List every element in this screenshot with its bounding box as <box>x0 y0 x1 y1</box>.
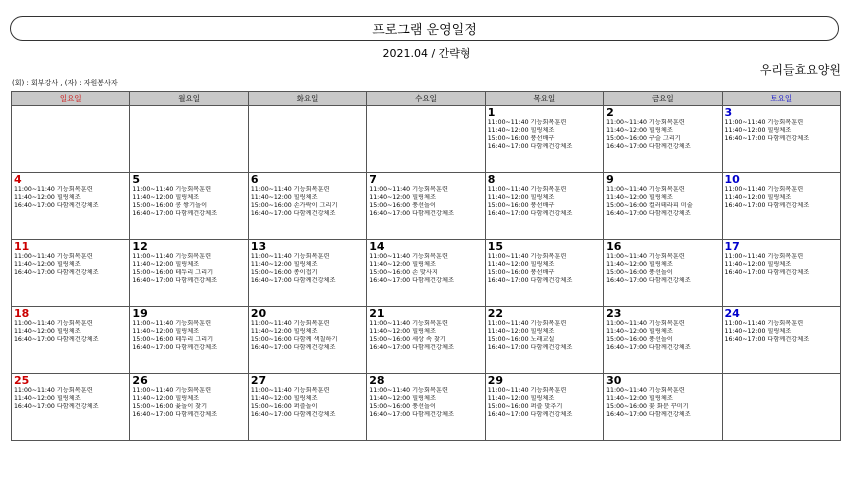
day-number: 13 <box>250 240 267 253</box>
schedule-entry: 16:40~17:00 다함께건강체조 <box>606 410 691 418</box>
calendar-day-cell <box>12 173 130 240</box>
page-title: 프로그램 운영일정 <box>372 23 477 38</box>
title-banner <box>10 16 839 41</box>
schedule-entry: 11:40~12:00 힐링체조 <box>250 260 318 268</box>
schedule-entry: 11:00~11:40 기능회복훈련 <box>132 186 212 193</box>
schedule-entry: 15:00~16:00 풍선놀이 <box>606 268 673 276</box>
day-number: 8 <box>487 173 496 186</box>
weekday-header-tuesday: 화요일 <box>248 92 366 106</box>
day-number: 12 <box>132 240 148 253</box>
schedule-entry: 11:40~12:00 힐링체조 <box>369 327 436 335</box>
schedule-entry: 16:40~17:00 다함께건강체조 <box>606 142 691 150</box>
schedule-entry: 11:40~12:00 힐링체조 <box>487 327 555 335</box>
schedule-entry: 11:40~12:00 힐링체조 <box>14 260 81 268</box>
calendar-day-cell <box>722 307 840 374</box>
calendar-day-cell <box>722 106 840 173</box>
schedule-entry: 16:40~17:00 다함께건강체조 <box>487 410 573 418</box>
calendar-week-row <box>12 240 841 307</box>
day-number: 9 <box>606 173 614 186</box>
schedule-entry: 16:40~17:00 다함께건강체조 <box>369 276 454 284</box>
calendar-day-cell <box>722 173 840 240</box>
page-subtitle: 2021.04 / 간략형 <box>382 47 471 60</box>
schedule-entry: 11:00~11:40 기능회복훈련 <box>250 253 330 260</box>
day-number: 23 <box>606 307 622 320</box>
schedule-entry: 11:40~12:00 힐링체조 <box>606 327 673 335</box>
schedule-entry: 11:00~11:40 기능회복훈련 <box>606 253 685 260</box>
calendar-day-cell <box>130 307 248 374</box>
schedule-entry: 11:00~11:40 기능회복훈련 <box>250 186 330 193</box>
schedule-entry: 11:00~11:40 기능회복훈련 <box>14 387 93 394</box>
schedule-entry: 11:00~11:40 기능회복훈련 <box>369 186 448 193</box>
schedule-entry: 15:00~16:00 꽃 화분 꾸미기 <box>606 402 689 410</box>
calendar-table <box>11 91 841 441</box>
schedule-entry: 11:40~12:00 힐링체조 <box>724 193 792 201</box>
schedule-entry: 11:00~11:40 기능회복훈련 <box>132 387 212 394</box>
schedule-entry: 15:00~16:00 풍선놀이 <box>369 402 436 410</box>
calendar-day-cell <box>604 374 722 441</box>
schedule-entry: 11:00~11:40 기능회복훈련 <box>487 320 567 327</box>
schedule-entry: 11:00~11:40 기능회복훈련 <box>606 320 685 327</box>
schedule-entry: 11:40~12:00 힐링체조 <box>487 394 555 402</box>
calendar-day-cell <box>367 173 485 240</box>
schedule-entry: 11:40~12:00 힐링체조 <box>724 126 792 134</box>
organization-name: 우리들효요양원 <box>759 63 841 77</box>
schedule-entry: 16:40~17:00 다함께건강체조 <box>14 201 99 209</box>
schedule-entry: 11:00~11:40 기능회복훈련 <box>487 387 567 394</box>
schedule-entry: 15:00~16:00 풍선배구 <box>487 134 555 142</box>
calendar-day-cell <box>722 374 840 441</box>
calendar-day-cell <box>604 240 722 307</box>
weekday-header-wednesday: 수요일 <box>367 92 485 106</box>
day-number: 4 <box>14 173 22 186</box>
day-number: 6 <box>250 173 259 186</box>
schedule-entry: 16:40~17:00 다함께건강체조 <box>369 209 454 217</box>
schedule-entry: 11:40~12:00 힐링체조 <box>14 394 81 402</box>
weekday-header-saturday: 토요일 <box>722 92 840 106</box>
schedule-entry: 15:00~16:00 세상 속 찾기 <box>369 335 446 343</box>
schedule-entry: 16:40~17:00 다함께건강체조 <box>724 201 810 209</box>
day-number: 30 <box>606 374 622 387</box>
schedule-entry: 16:40~17:00 다함께건강체조 <box>250 410 336 418</box>
schedule-entry: 11:40~12:00 힐링체조 <box>369 193 436 201</box>
schedule-entry: 11:00~11:40 기능회복훈련 <box>250 320 330 327</box>
schedule-entry: 16:40~17:00 다함께건강체조 <box>487 209 573 217</box>
schedule-entry: 16:40~17:00 다함께건강체조 <box>250 276 336 284</box>
schedule-entry: 15:00~16:00 테두리 그리기 <box>132 335 214 343</box>
calendar-day-cell <box>604 106 722 173</box>
schedule-entry: 16:40~17:00 다함께건강체조 <box>132 276 218 284</box>
schedule-entry: 11:00~11:40 기능회복훈련 <box>724 186 804 193</box>
schedule-entry: 15:00~16:00 풍선놀이 <box>606 335 673 343</box>
calendar-day-cell <box>130 173 248 240</box>
day-number: 5 <box>132 173 141 186</box>
schedule-entry: 11:40~12:00 힐링체조 <box>487 193 555 201</box>
calendar-day-cell <box>485 374 603 441</box>
schedule-entry: 11:00~11:40 기능회복훈련 <box>369 320 448 327</box>
schedule-entry: 11:00~11:40 기능회복훈련 <box>606 186 685 193</box>
calendar-day-cell <box>248 374 366 441</box>
schedule-entry: 16:40~17:00 다함께건강체조 <box>14 268 99 276</box>
calendar-day-cell <box>485 106 603 173</box>
day-number: 26 <box>132 374 148 387</box>
schedule-entry: 11:40~12:00 힐링체조 <box>250 193 318 201</box>
calendar-day-cell <box>485 173 603 240</box>
schedule-entry: 16:40~17:00 다함께건강체조 <box>606 209 691 217</box>
calendar-day-cell <box>248 173 366 240</box>
day-number: 25 <box>14 374 30 387</box>
day-number: 20 <box>250 307 267 320</box>
weekday-header-monday: 월요일 <box>130 92 248 106</box>
day-number: 21 <box>369 307 385 320</box>
calendar-day-cell <box>604 307 722 374</box>
schedule-entry: 11:40~12:00 힐링체조 <box>606 193 673 201</box>
schedule-entry: 15:00~16:00 콩 쌓기놀이 <box>132 201 208 209</box>
calendar-day-cell <box>130 106 248 173</box>
schedule-entry: 11:00~11:40 기능회복훈련 <box>369 253 448 260</box>
schedule-entry: 16:40~17:00 다함께건강체조 <box>487 276 573 284</box>
schedule-entry: 11:40~12:00 힐링체조 <box>250 327 318 335</box>
schedule-entry: 15:00~16:00 퍼즐 맞추기 <box>487 402 563 410</box>
calendar-day-cell <box>367 307 485 374</box>
calendar-day-cell <box>12 307 130 374</box>
schedule-entry: 16:40~17:00 다함께건강체조 <box>724 268 810 276</box>
schedule-entry: 16:40~17:00 다함께건강체조 <box>250 209 336 217</box>
calendar-day-cell <box>485 240 603 307</box>
schedule-entry: 15:00~16:00 손 맞사지 <box>369 268 438 276</box>
calendar-day-cell <box>248 240 366 307</box>
schedule-entry: 15:00~16:00 풍선배구 <box>487 201 555 209</box>
schedule-entry: 11:40~12:00 힐링체조 <box>14 327 81 335</box>
day-number: 28 <box>369 374 385 387</box>
weekday-header-sunday: 일요일 <box>12 92 130 106</box>
schedule-entry: 11:40~12:00 힐링체조 <box>487 260 555 268</box>
schedule-entry: 11:40~12:00 힐링체조 <box>132 394 200 402</box>
schedule-entry: 15:00~16:00 퍼즐놀이 <box>250 402 318 410</box>
schedule-entry: 11:00~11:40 기능회복훈련 <box>487 253 567 260</box>
schedule-entry: 15:00~16:00 풍선배구 <box>487 268 555 276</box>
schedule-entry: 11:00~11:40 기능회복훈련 <box>724 119 804 126</box>
day-number: 7 <box>369 173 377 186</box>
day-number: 2 <box>606 106 614 119</box>
schedule-entry: 11:40~12:00 힐링체조 <box>606 126 673 134</box>
calendar-day-cell <box>130 374 248 441</box>
day-number: 22 <box>487 307 503 320</box>
calendar-day-cell <box>367 374 485 441</box>
schedule-entry: 11:40~12:00 힐링체조 <box>606 260 673 268</box>
schedule-entry: 11:00~11:40 기능회복훈련 <box>14 186 93 193</box>
schedule-entry: 15:00~16:00 구슬 그리기 <box>606 134 681 142</box>
schedule-entry: 16:40~17:00 다함께건강체조 <box>132 343 218 351</box>
calendar-day-cell <box>12 240 130 307</box>
schedule-entry: 16:40~17:00 다함께건강체조 <box>369 410 454 418</box>
calendar-day-cell <box>722 240 840 307</box>
schedule-entry: 16:40~17:00 다함께건강체조 <box>487 142 573 150</box>
calendar-day-cell <box>485 307 603 374</box>
schedule-entry: 11:00~11:40 기능회복훈련 <box>369 387 448 394</box>
day-number: 1 <box>487 106 496 119</box>
schedule-entry: 15:00~16:00 종이접기 <box>250 268 318 276</box>
schedule-entry: 15:00~16:00 윷놀이 찾기 <box>132 402 208 410</box>
schedule-entry: 11:40~12:00 힐링체조 <box>487 126 555 134</box>
day-number: 10 <box>724 173 740 186</box>
schedule-entry: 11:00~11:40 기능회복훈련 <box>487 119 567 126</box>
schedule-entry: 11:40~12:00 힐링체조 <box>724 260 792 268</box>
schedule-entry: 11:00~11:40 기능회복훈련 <box>14 253 93 260</box>
day-number: 18 <box>14 307 30 320</box>
schedule-entry: 11:40~12:00 힐링체조 <box>132 260 200 268</box>
calendar-day-cell <box>12 374 130 441</box>
schedule-entry: 11:00~11:40 기능회복훈련 <box>724 253 804 260</box>
calendar-week-row <box>12 307 841 374</box>
schedule-entry: 11:40~12:00 힐링체조 <box>606 394 673 402</box>
schedule-entry: 15:00~16:00 테두리 그리기 <box>132 268 214 276</box>
calendar-week-row <box>12 374 841 441</box>
weekday-header-thursday: 목요일 <box>485 92 603 106</box>
schedule-entry: 11:00~11:40 기능회복훈련 <box>606 387 685 394</box>
schedule-entry: 11:40~12:00 힐링체조 <box>369 394 436 402</box>
schedule-entry: 11:00~11:40 기능회복훈련 <box>14 320 93 327</box>
day-number: 16 <box>606 240 622 253</box>
schedule-entry: 16:40~17:00 다함께건강체조 <box>487 343 573 351</box>
schedule-entry: 16:40~17:00 다함께건강체조 <box>369 343 454 351</box>
schedule-entry: 11:40~12:00 힐링체조 <box>250 394 318 402</box>
calendar-day-cell <box>604 173 722 240</box>
schedule-entry: 15:00~16:00 컬러테라피 미술 <box>606 201 693 209</box>
schedule-entry: 11:00~11:40 기능회복훈련 <box>132 320 212 327</box>
schedule-entry: 16:40~17:00 다함께건강체조 <box>132 209 218 217</box>
calendar-week-row <box>12 106 841 173</box>
calendar-day-cell <box>248 106 366 173</box>
day-number: 24 <box>724 307 740 320</box>
schedule-entry: 15:00~16:00 풍선놀이 <box>369 201 436 209</box>
calendar-day-cell <box>367 240 485 307</box>
schedule-entry: 16:40~17:00 다함께건강체조 <box>14 402 99 410</box>
calendar-week-row <box>12 173 841 240</box>
schedule-entry: 16:40~17:00 다함께건강체조 <box>724 134 810 142</box>
calendar-day-cell <box>367 106 485 173</box>
schedule-entry: 16:40~17:00 다함께건강체조 <box>250 343 336 351</box>
day-number: 11 <box>14 240 30 253</box>
calendar-day-cell <box>12 106 130 173</box>
day-number: 17 <box>724 240 740 253</box>
schedule-entry: 16:40~17:00 다함께건강체조 <box>724 335 810 343</box>
schedule-entry: 16:40~17:00 다함께건강체조 <box>14 335 99 343</box>
schedule-entry: 15:00~16:00 노래교실 <box>487 335 555 343</box>
schedule-entry: 11:40~12:00 힐링체조 <box>14 193 81 201</box>
schedule-entry: 16:40~17:00 다함께건강체조 <box>132 410 218 418</box>
legend-note: (회) : 회부강사 , (자) : 자원봉사자 <box>12 79 118 87</box>
schedule-entry: 11:00~11:40 기능회복훈련 <box>132 253 212 260</box>
weekday-header-row <box>12 92 841 106</box>
calendar-day-cell <box>248 307 366 374</box>
schedule-entry: 11:00~11:40 기능회복훈련 <box>724 320 804 327</box>
schedule-entry: 11:00~11:40 기능회복훈련 <box>487 186 567 193</box>
day-number: 19 <box>132 307 148 320</box>
schedule-entry: 11:40~12:00 힐링체조 <box>724 327 792 335</box>
day-number: 29 <box>487 374 503 387</box>
schedule-entry: 11:00~11:40 기능회복훈련 <box>250 387 330 394</box>
calendar-day-cell <box>130 240 248 307</box>
schedule-entry: 16:40~17:00 다함께건강체조 <box>606 343 691 351</box>
day-number: 3 <box>724 106 733 119</box>
schedule-entry: 16:40~17:00 다함께건강체조 <box>606 276 691 284</box>
schedule-entry: 11:40~12:00 힐링체조 <box>132 327 200 335</box>
schedule-entry: 11:40~12:00 힐링체조 <box>132 193 200 201</box>
day-number: 27 <box>250 374 267 387</box>
day-number: 14 <box>369 240 385 253</box>
schedule-entry: 15:00~16:00 손가락이 그리기 <box>250 201 338 209</box>
weekday-header-friday: 금요일 <box>604 92 722 106</box>
calendar-body <box>12 106 841 441</box>
day-number: 15 <box>487 240 503 253</box>
schedule-entry: 11:00~11:40 기능회복훈련 <box>606 119 685 126</box>
schedule-entry: 15:00~16:00 다함께 색칠하기 <box>250 335 338 343</box>
schedule-entry: 11:40~12:00 힐링체조 <box>369 260 436 268</box>
